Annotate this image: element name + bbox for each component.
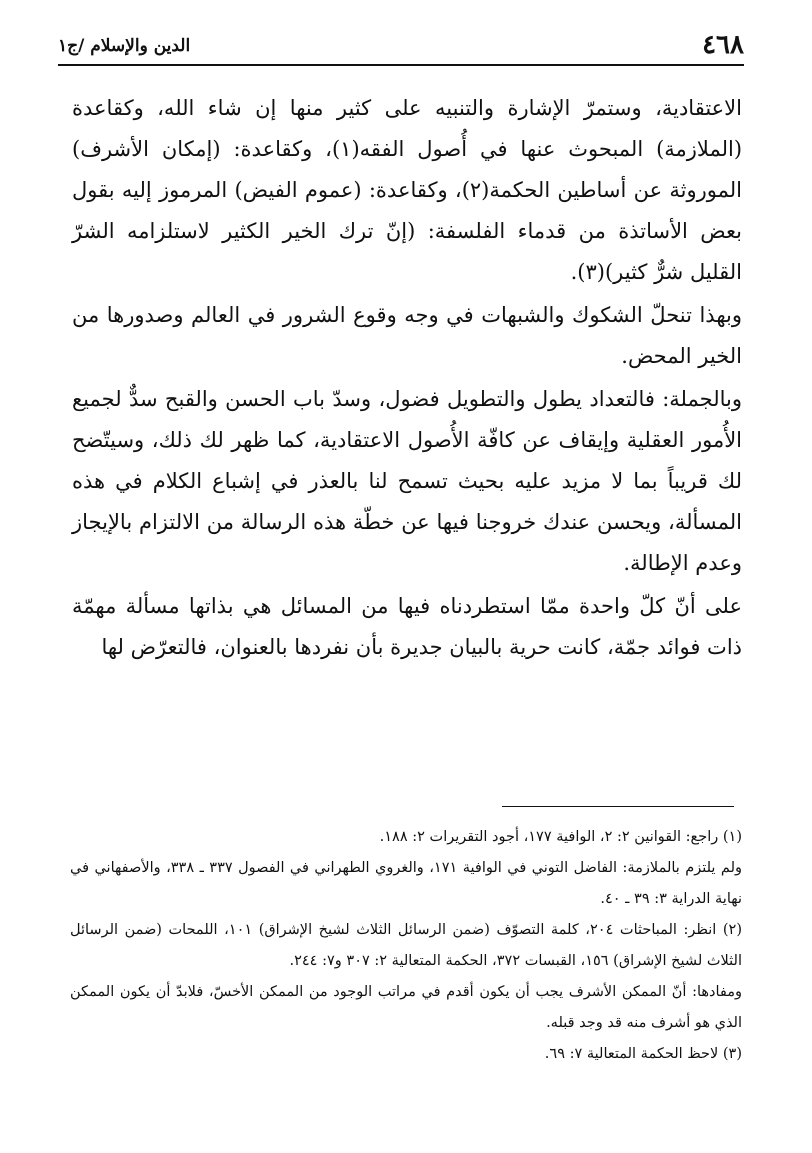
footnote-1: (١) راجع: القوانين ٢: ٢، الوافية ١٧٧، أجود التقريرات ٢: ١٨٨. bbox=[379, 829, 742, 845]
footnotes bbox=[70, 822, 742, 1070]
footnote-2: (٢) انظر: المباحثات ٢٠٤، كلمة التصوّف (ضمن الرسائل الثلاث لشيخ الإشراق) ١٠١، اللمحات (ضمن الرسائل الثلاث لشيخ الإشراق) ١٥٦، القبسات ٣٧٢، الحكمة المتعالية ٢: ٣٠٧ و٧: ٢٤٤. bbox=[70, 922, 743, 969]
paragraph-2: وبهذا تنحلّ الشكوك والشبهات في وجه وقوع الشرور في العالم وصدورها من الخير المحض. bbox=[72, 303, 742, 368]
page-header bbox=[58, 30, 744, 66]
footnote-1-continued: ولم يلتزم بالملازمة: الفاضل التوني في الوافية ١٧١، والغروي الطهراني في الفصول ٣٣٧ ـ ٣٣٨، والأصفهاني في نهاية الدراية ٣: ٣٩ ـ ٤٠. bbox=[70, 860, 742, 907]
paragraph-3: وبالجملة: فالتعداد يطول والتطويل فضول، وسدّ باب الحسن والقبح سدٌّ لجميع الأُمور العقلية وإيقاف عن كافّة الأُصول الاعتقادية، كما ظهر لك ذلك، وسيتّضح لك قريباً بما لا مزيد عليه بحيث تسمح لنا بالعذر في إشباع الكلام في هذه المسألة، ويحسن عندك خروجنا فيها عن خطّة هذه الرسالة من الالتزام بالإيجاز وعدم الإطالة. bbox=[72, 387, 742, 575]
footnote-separator bbox=[502, 806, 734, 807]
footnote-3: (٣) لاحظ الحكمة المتعالية ٧: ٦٩. bbox=[544, 1046, 742, 1062]
page-number: ٤٦٨ bbox=[702, 30, 744, 60]
main-text bbox=[72, 88, 742, 668]
paragraph-4: على أنّ كلّ واحدة ممّا استطردناه فيها من المسائل هي بذاتها مسألة مهمّة ذات فوائد جمّة، كانت حرية بالبيان جديرة بأن نفردها بالعنوان، فالتعرّض لها bbox=[72, 594, 742, 659]
paragraph-1: الاعتقادية، وستمرّ الإشارة والتنبيه على كثير منها إن شاء الله، وكقاعدة (الملازمة) المبحوث عنها في أُصول الفقه(١)، وكقاعدة: (إمكان الأشرف) الموروثة عن أساطين الحكمة(٢)، وكقاعدة: (عموم الفيض) المرموز إليه بقول بعض الأساتذة من قدماء الفلسفة: (إنّ ترك الخير الكثير لاستلزامه الشرّ القليل شرٌّ كثير)(٣). bbox=[72, 96, 743, 284]
running-title: الدين والإسلام /ج١ bbox=[58, 36, 191, 56]
footnote-2-continued: ومفادها: أنّ الممكن الأشرف يجب أن يكون أقدم في مراتب الوجود من الممكن الأخسّ، فلابدّ أن يكون الممكن الذي هو أشرف منه قد وجد قبله. bbox=[70, 984, 742, 1031]
